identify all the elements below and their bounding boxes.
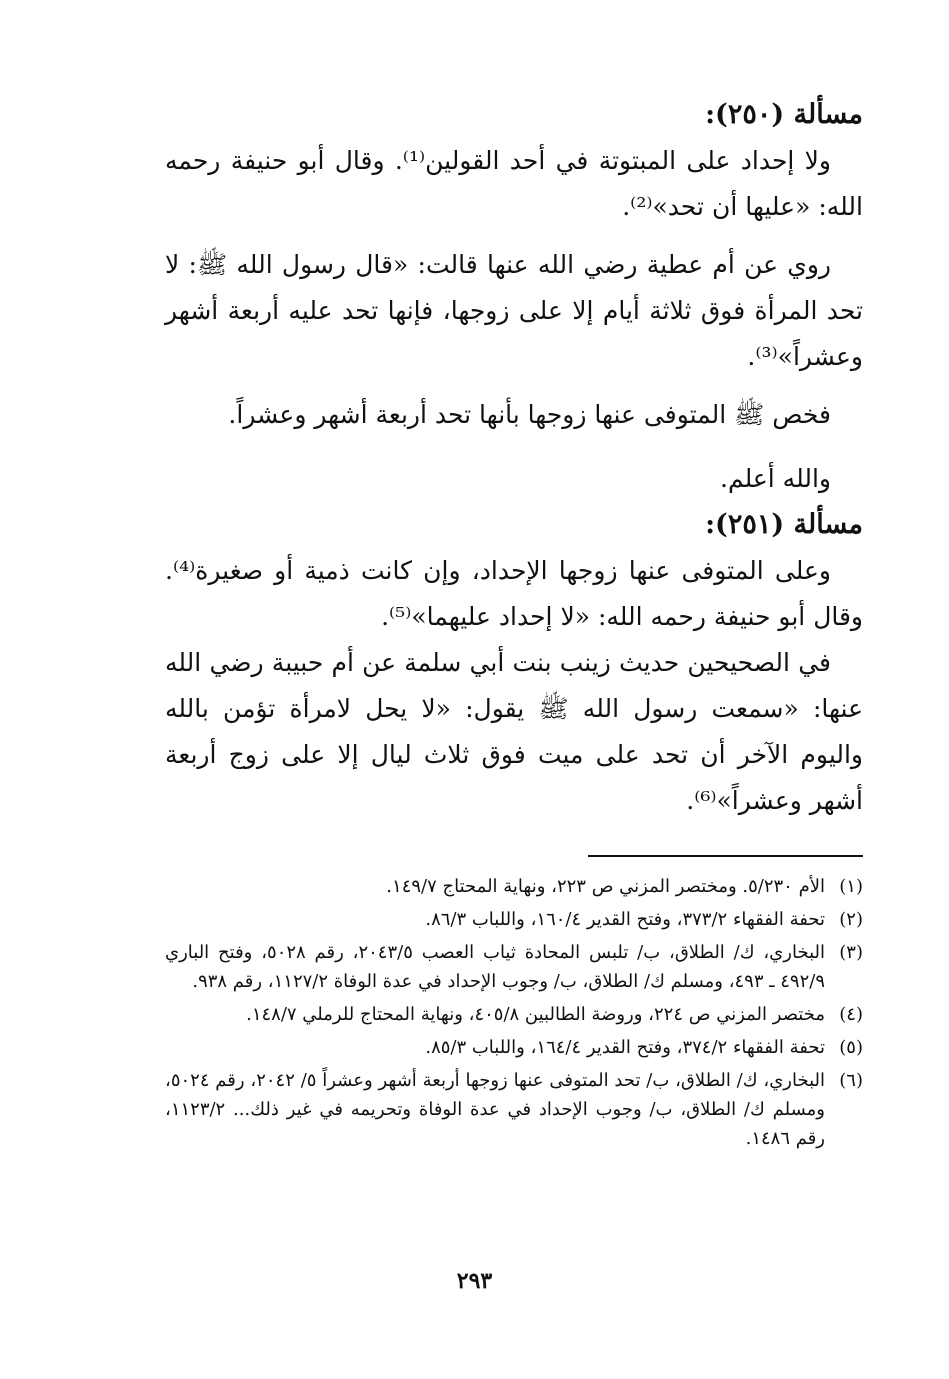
paragraph-251-2: في الصحيحين حديث زينب بنت أبي سلمة عن أم حبيبة رضي الله عنها: «سمعت رسول الله ﷺ يقول: «لا يحل لامرأة تؤمن بالله واليوم الآخر أن تحد على ميت فوق ثلاث ليال إلا على زوج أربعة أشهر وعشراً»⁽⁶⁾. bbox=[165, 648, 863, 815]
footnote-number: (٤) bbox=[839, 1004, 863, 1025]
paragraph-250-2: روي عن أم عطية رضي الله عنها قالت: «قال رسول الله ﷺ: لا تحد المرأة فوق ثلاثة أيام إلا على زوجها، فإنها تحد عليه أربعة أشهر وعشراً»⁽³⁾. bbox=[165, 250, 863, 371]
footnote-text: تحفة الفقهاء ٣٧٣/٢، وفتح القدير ١٦٠/٤، واللباب ٨٦/٣. bbox=[425, 909, 825, 930]
section-heading-250: مسألة (٢٥٠): bbox=[705, 99, 863, 130]
footnote-text: البخاري، ك/ الطلاق، ب/ تلبس المحادة ثياب العصب ٢٠٤٣/٥، رقم ٥٠٢٨، وفتح الباري ٤٩٢/٩ ـ ٤٩٣، ومسلم ك/ الطلاق، ب/ وجوب الإحداد في عدة الوفاة ١١٢٧/٢، رقم ٩٣٨. bbox=[165, 942, 825, 992]
footnote bbox=[165, 1066, 863, 1153]
footnote-number: (١) bbox=[839, 876, 863, 897]
footnote bbox=[165, 1033, 863, 1062]
footnote bbox=[165, 872, 863, 901]
footnotes bbox=[165, 872, 863, 1157]
footnote bbox=[165, 938, 863, 996]
footnote-text: مختصر المزني ص ٢٢٤، وروضة الطالبين ٤٠٥/٨، ونهاية المحتاج للرملي ١٤٨/٧. bbox=[246, 1004, 825, 1025]
page-number: ٢٩٣ bbox=[456, 1268, 493, 1294]
section-heading-251: مسألة (٢٥١): bbox=[705, 509, 863, 540]
footnote-text: الأم ٥/٢٣٠. ومختصر المزني ص ٢٢٣، ونهاية المحتاج ١٤٩/٧. bbox=[386, 876, 825, 897]
paragraph-250-4: والله أعلم. bbox=[720, 464, 831, 493]
footnote-number: (٣) bbox=[839, 942, 863, 963]
footnote-number: (٦) bbox=[839, 1070, 863, 1091]
footnote bbox=[165, 1000, 863, 1029]
footnote bbox=[165, 905, 863, 934]
paragraph-250-1: ولا إحداد على المبتوتة في أحد القولين⁽¹⁾. وقال أبو حنيفة رحمه الله: «عليها أن تحد»⁽²⁾. bbox=[165, 146, 863, 221]
footnote-number: (٥) bbox=[839, 1037, 863, 1058]
paragraph-250-3: فخص ﷺ المتوفى عنها زوجها بأنها تحد أربعة أشهر وعشراً. bbox=[228, 400, 831, 429]
footnote-divider bbox=[588, 855, 863, 857]
footnote-text: تحفة الفقهاء ٣٧٤/٢، وفتح القدير ١٦٤/٤، واللباب ٨٥/٣. bbox=[425, 1037, 825, 1058]
main-text bbox=[165, 92, 863, 824]
paragraph-251-1: وعلى المتوفى عنها زوجها الإحداد، وإن كانت ذمية أو صغيرة⁽⁴⁾. وقال أبو حنيفة رحمه الله: «لا إحداد عليهما»⁽⁵⁾. bbox=[165, 556, 863, 631]
footnote-number: (٢) bbox=[839, 909, 863, 930]
footnote-text: البخاري، ك/ الطلاق، ب/ تحد المتوفى عنها زوجها أربعة أشهر وعشراً ٥/ ٢٠٤٢، رقم ٥٠٢٤، ومسلم ك/ الطلاق، ب/ وجوب الإحداد في عدة الوفاة وتحريمه في غير ذلك... ١١٢٣/٢، رقم ١٤٨٦. bbox=[165, 1070, 825, 1149]
